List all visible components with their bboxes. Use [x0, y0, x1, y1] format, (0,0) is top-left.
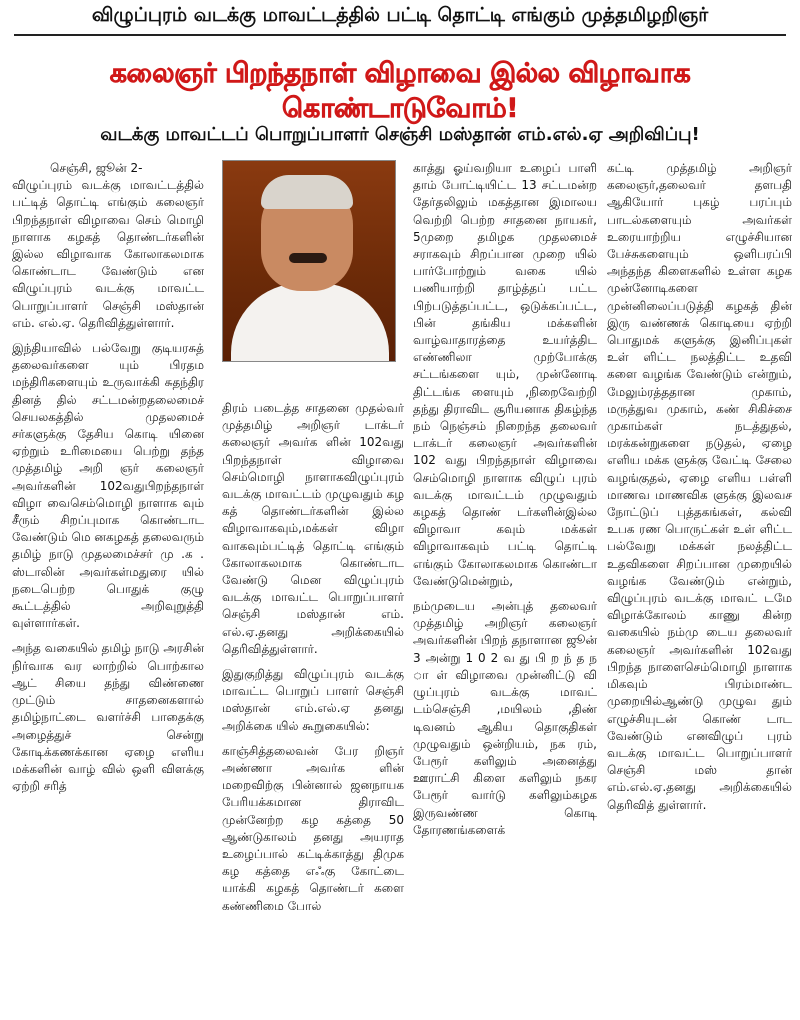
paragraph: கட்டி முத்தமிழ் அறிஞர் கலைஞர்,தலைவர் தளபதி ஆகியோர் புகழ் பரப்பும் பாடல்களையும் அவர்கள் உரையாற்றிய எழுச்சியான பேச்சுகளையும் ஒளிபரப்பி அந்தந்த கிளைகளில் உள்ள கழக முன்னோடிகளை முன்னிலைப்படுத்தி கழகத் தின் இரு வண்ணக் கொடியை ஏற்றி பொதுமக் களுக்கு இனிப்புகள் உள் ளிட்ட நலத்திட்ட உதவி களை வழங்க வேண்டும் என்றும், மேலும்ரத்ததான முகாம், மருத்துவ முகாம், கண் சிகிச்சை முகாம்கள் நடத்துதல், மரக்கன்றுகளை நடுதல், ஏழை எளிய மக்க ளுக்கு வேட்டி சேலை வழங்குதல், ஏழை எளிய பள்ளி மாணவ மாணவிக ளுக்கு இலவச நோட்டுப் புத்தகங்கள், கல்வி உபக ரண பொருட்கள் உள் ளிட்ட பல்வேறு மக்கள் நலத்திட்ட உதவிகளை சிறப்பான முறையில் வழங்க வேண்டும் என்றும், விழுப்புரம் வடக்கு மாவட் டமே விழாக்கோலம் காணு கின்ற வகையில் நம்மு டைய தலைவர் கலைஞர் அவர்களின் 102வது பிறந்த நாளைசெம்மொழி நாளாக மிகவும் பிரம்மாண்ட முறையில்ஆண்டு முழுவ தும் எழுச்சியுடன் கொண் டாட வேண்டும் எனவிழுப் புரம் வடக்கு மாவட்ட பொறுப்பாளர் செஞ்சி மஸ் தான் எம்.எல்.ஏ.தனது அறிக்கையில் தெரிவித் துள்ளார்.	[607, 161, 792, 812]
headline: கலைஞர் பிறந்தநாள் விழாவை இல்ல விழாவாக கொண்டாடுவோம்!	[109, 58, 691, 124]
column-1	[12, 160, 204, 1010]
portrait-photo	[222, 160, 396, 362]
paragraph: நம்முடைய அன்புத் தலைவர் முத்தமிழ் அறிஞர் கலைஞர் அவர்களின் பிறந் தநாளான ஜூன் 3 அன்று 1 0 2 வ து பி ற ந் த ந ா ள் விழாவை முன்னிட்டு வி ழுப்புரம் வடக்கு மாவட் டம்செஞ்சி ,மயிலம் ,திண் டிவனம் ஆகிய தொகுதிகள் முழுவதும் ஒன்றியம், நக ரம், பேரூர் களிலும் அனைத்து ஊராட்சி கிளை களிலும் நகர பேரூர் வார்டு களிலும்கழக இருவண்ண கொடி தோரணங்களைக்	[413, 599, 597, 837]
column-3	[413, 160, 597, 1010]
column-4	[607, 160, 792, 1010]
paragraph: காத்து ஓய்வறியா உழைப் பாளி தாம் போட்டியிட்ட 13 சட்டமன்ற தேர்தலிலும் மகத்தான இமாலய வெற்றி பெற்ற சாதனை நாயகர், 5முறை தமிழக முதலமைச் சராகவும் சிறப்பான முறை யில் பார்போற்றும் வகை யில் பணியாற்றி தாழ்த்தப் பட்ட பிற்படுத்தப்பட்ட, ஒடுக்கப்பட்ட, பின் தங்கிய மக்களின் வாழ்வாதாரத்தை உயர்த்திட எண்ணிலா முற்போக்கு சட்டங்களை யும், முன்னோடி திட்டங்க ளையும் ,நிறைவேற்றி தந்து திராவிட சூரியனாக திகழ்ந்த நம் நெஞ்சம் நிறைந்த தலைவர் டாக்டர் கலைஞர் அவர்களின் 102 வது பிறந்தநாள் விழாவை செம்மொழி நாளாக விழுப் புரம் வடக்கு மாவட்டம் முழுவதும் கழகத் தொண் டர்களின்இல்ல விழாவா கவும் மக்கள் விழாவாகவும் பட்டி தொட்டி எங்கும் கோலாகலமாக கொண்டா வேண்டுமென்றும்,	[413, 161, 597, 588]
photo-hair	[261, 175, 353, 209]
paragraph: இந்தியாவில் பல்வேறு குடியரசுத் தலைவர்களை யும் பிரதம மந்திரிகளையும் உருவாக்கி சுதந்திர தினத் தில் சட்டமன்றதலைமைச் செயலகத்தில் முதலமைச் சர்களுக்கு தேசிய கொடி யினை ஏற்றும் உரிமையை பெற்று தந்த முத்தமிழ் அறி ஞர் கலைஞர் அவர்களின் 102வதுபிறந்தநாள் விழா வைசெம்மொழி நாளாக வும் சீரும் சிறப்புமாக கொண்டாட வேண்டும் மெ னகழகத் தலைவரும் தமிழ் நாடு முதலமைச்சர் மு .க . ஸ்டாலின் அவர்கள்மதுரை யில் நடைபெற்ற பொதுக் குழு கூட்டத்தில் அறிவுறுத்தி வுள்ளார்கள்.	[12, 341, 204, 631]
top-rule	[14, 34, 786, 36]
paragraph: காஞ்சித்தலைவன் பேர றிஞர் அண்ணா அவர்க ளின் மறைவிற்கு பின்னால் ஜனநாயக பேரியக்கமான திராவிட முன்னேற்ற கழ கத்தை 50 ஆண்டுகாலம் தனது அயராத உழைப்பால் கட்டிக்காத்து திமுக கழ கத்தை எஃகு கோட்டை யாக்கி கழகத் தொண்டர் களை கண்ணிமை போல்	[222, 743, 404, 913]
dateline: செஞ்சி, ஜூன் 2-	[50, 161, 143, 175]
paragraph: இதுகுறித்து விழுப்புரம் வடக்கு மாவட்ட பொறுப் பாளர் செஞ்சி மஸ்தான் எம்.எல்.ஏ தனது அறிக்கை யில் கூறுகையில்:	[222, 667, 404, 733]
subheadline: வடக்கு மாவட்டப் பொறுப்பாளர் செஞ்சி மஸ்தான் எம்.எல்.ஏ அறிவிப்பு!	[100, 124, 700, 145]
paragraph: விழுப்புரம் வடக்கு மாவட்டத்தில் பட்டித் தொட்டி எங்கும் கலைஞர் பிறந்தநாள் விழாவை செம் மொழி நாளாக கழகத் தொண்டர்களின் இல்ல விழாவாக கோலாகலமாக கொண்டாட வேண்டும் என விழுப்புரம் வடக்கு மாவட்ட பொறுப்பாளர் செஞ்சி மஸ்தான் எம். எல்.ஏ. தெரிவித்துள்ளார்.	[12, 178, 204, 330]
kicker-line: விழுப்புரம் வடக்கு மாவட்டத்தில் பட்டி தொட்டி எங்கும் முத்தமிழறிஞர்	[91, 4, 709, 26]
photo-shirt	[231, 283, 389, 362]
paragraph: அந்த வகையில் தமிழ் நாடு அரசின் நிர்வாக வர லாற்றில் பொற்கால ஆட் சியை தந்து விண்ணை முட்டும் சாதனைகளால் தமிழ்நாட்டை வளர்ச்சி பாதைக்கு அழைத்துச் சென்று கோடிக்கணக்கான ஏழை எளிய மக்களின் வாழ் வில் ஒளி விளக்கு ஏற்றி சரித்	[12, 641, 204, 794]
paragraph: திரம் படைத்த சாதனை முதல்வர் முத்தமிழ் அறிஞர் டாக்டர் கலைஞர் அவர்க ளின் 102வது பிறந்தநாள் விழாவை செம்மொழி நாளாகவிழுப்புரம் வடக்கு மாவட்டம் முழுவதும் கழ கத் தொண்டர்களின் இல்ல விழாவாகவும்,மக்கள் விழா வாகவும்பட்டித் தொட்டி எங்கும் கோலாகலமாக கொண்டாட வேண்டு மென விழுப்புரம் வடக்கு மாவட்ட பொறுப்பாளர் செஞ்சி மஸ்தான் எம். எல்.ஏ.தனது அறிக்கையில் தெரிவித்துள்ளார்.	[222, 401, 404, 656]
photo-mustache	[289, 253, 327, 263]
column-2	[222, 400, 404, 1020]
